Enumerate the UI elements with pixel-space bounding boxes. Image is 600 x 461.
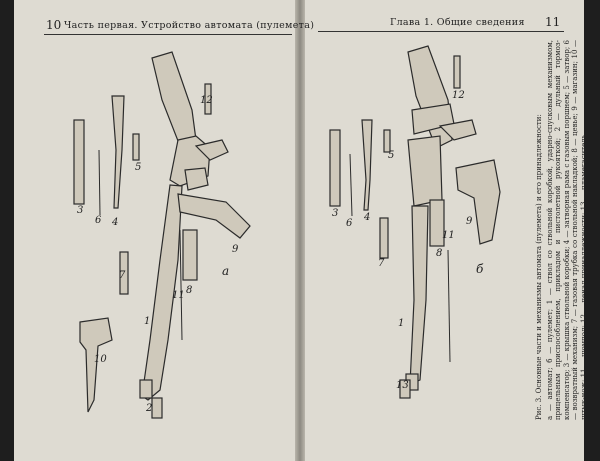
left-page-header: Часть первая. Устройство автомата (пулемета) (64, 20, 315, 31)
label-1-left: 1 (144, 316, 151, 327)
receiver-cover-part (330, 130, 340, 206)
label-9-right: 9 (466, 216, 473, 227)
label-4-right: 4 (364, 212, 371, 223)
label-3-right: 3 (332, 208, 339, 219)
label-b-right: б (476, 262, 484, 276)
accessory-case-part (454, 56, 460, 88)
label-a-left: а (222, 264, 230, 278)
bolt-part (384, 130, 390, 152)
label-11-right: 11 (442, 230, 455, 241)
caption-title: Рис. 3. Основные части и механизмы автомата (пулемета) и его принадлежности: (535, 114, 543, 420)
label-4-left: 4 (112, 217, 119, 228)
label-5-left: 5 (135, 162, 142, 173)
label-2-left: 2 (146, 403, 153, 414)
left-page-number: 10 (46, 18, 62, 32)
right-page-header: Глава 1. Общие сведения (390, 17, 525, 28)
label-12-right: 12 (452, 90, 465, 101)
gas-tube-part (380, 218, 388, 258)
label-8-left: 8 (186, 285, 193, 296)
return-spring-part (350, 154, 352, 216)
label-6-right: 6 (346, 218, 353, 229)
magazine-part (456, 160, 500, 244)
figure-caption (535, 40, 600, 420)
label-5-right: 5 (388, 150, 395, 161)
trigger-part (408, 136, 442, 206)
bolt-carrier-part (362, 120, 372, 210)
barrel-part (410, 206, 428, 384)
label-13-right: 13 (396, 380, 409, 391)
label-7-right: 7 (378, 258, 385, 269)
cleaning-rod-part (448, 250, 450, 362)
label-1-right: 1 (398, 318, 405, 329)
label-3-left: 3 (77, 205, 84, 216)
label-10-left: 10 (94, 354, 107, 365)
label-8-right: 8 (436, 248, 443, 259)
caption-body: а — автомат; б — пулемет; 1 — ствол со ствольной коробкой, ударно-спусковым механизмом, прицельным приспособлением, прикладом и пистолетной рукояткой; 2 — дульный тормоз-компенсатор; 3 — крышка ствольной коробки; 4 — затворная рама с газовым поршнем; 5 — затвор; 6 — возвратный механизм; 7 — газовая трубка со ствольной накладкой; 8 — цевье; 9 — магазин; 10 — штык-нож; 11 — шомпол; 12 — пенал принадлежности; 13 — пламегаситель (545, 40, 588, 420)
label-6-left: 6 (95, 215, 102, 226)
label-12-left: 12 (200, 95, 213, 106)
right-page-number: 11 (545, 15, 561, 29)
label-7-left: 7 (119, 270, 126, 281)
label-11-left: 11 (172, 290, 185, 301)
label-9-left: 9 (232, 244, 239, 255)
